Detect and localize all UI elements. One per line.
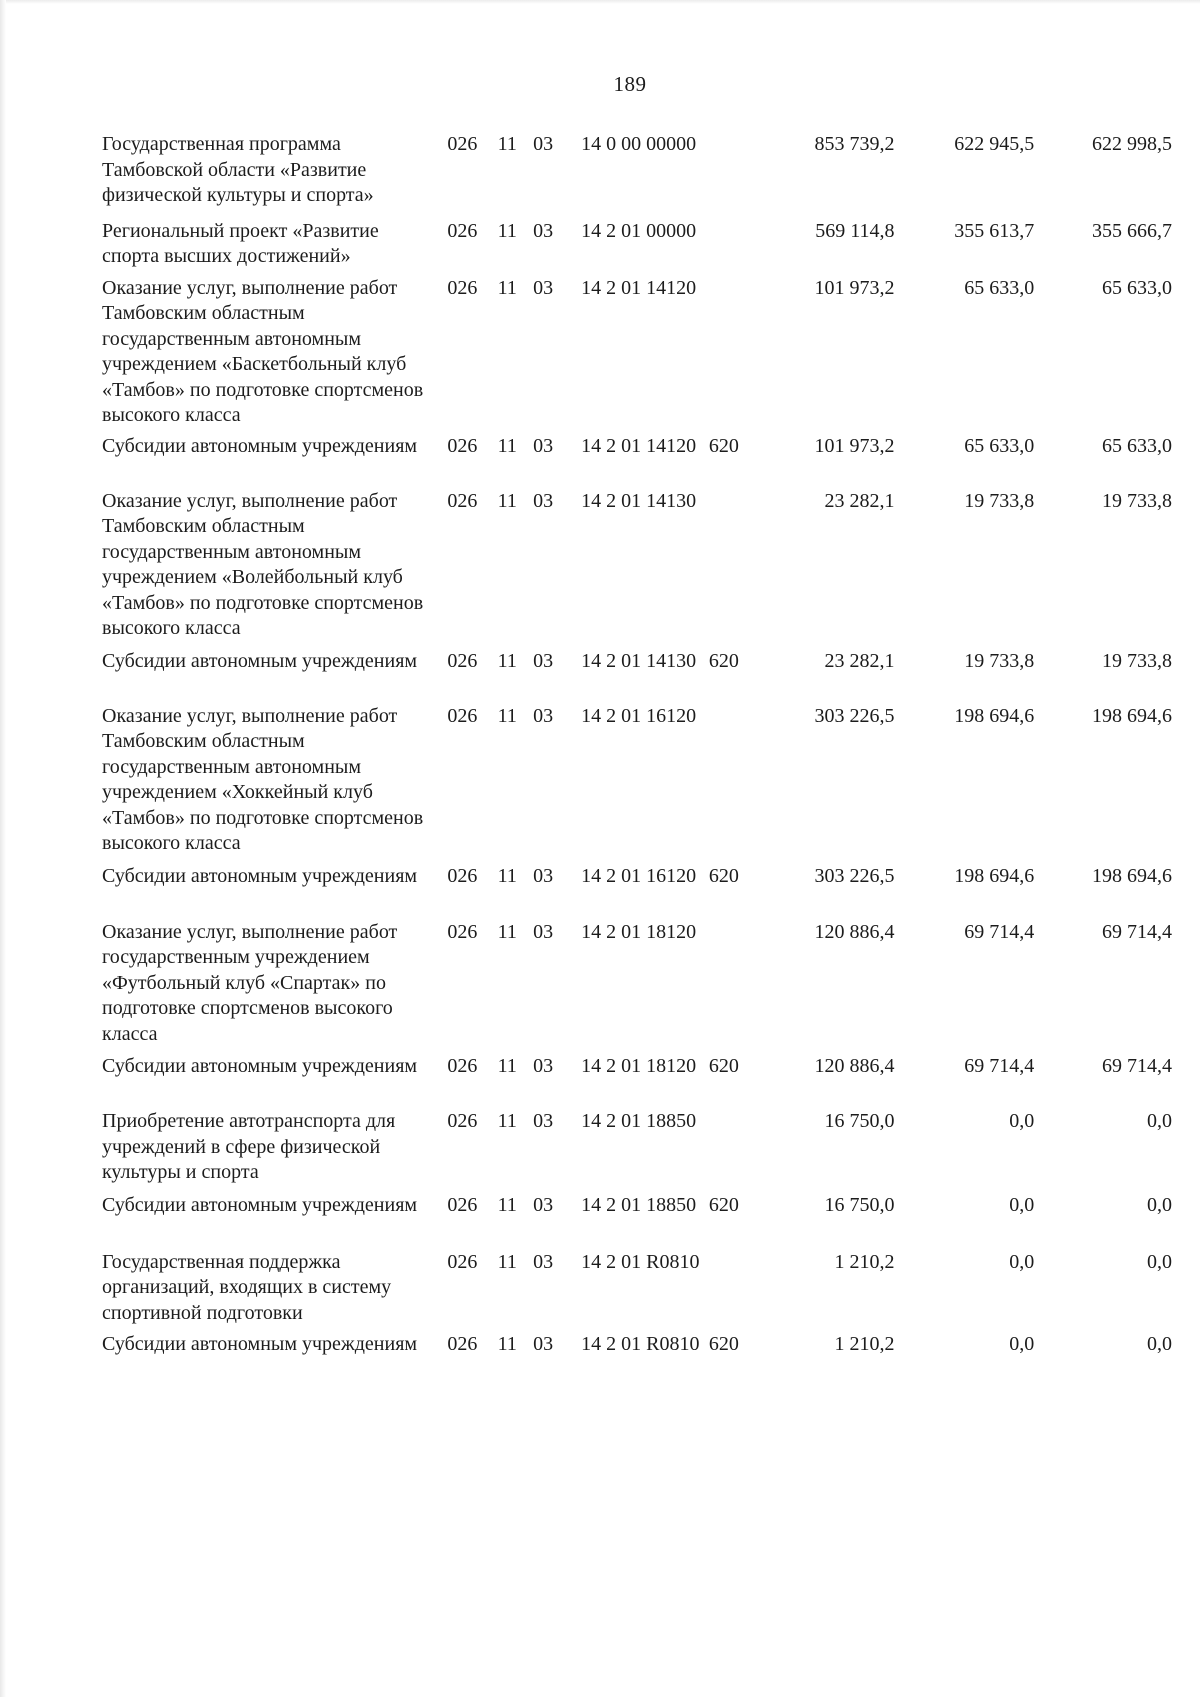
section-code: 11 xyxy=(497,489,517,512)
subsection-code: 03 xyxy=(533,1110,554,1132)
target-article-code: 14 2 01 14130 xyxy=(581,489,697,512)
amount-year-3: 19 733,8 xyxy=(1102,489,1172,512)
section-code: 11 xyxy=(497,434,517,457)
target-article-code: 14 0 00 00000 xyxy=(581,133,697,155)
amount-year-3: 198 694,6 xyxy=(1092,864,1172,887)
subsection-code: 03 xyxy=(533,704,554,727)
target-article-code: 14 2 01 R0810 xyxy=(581,1333,700,1355)
amount-year-1: 120 886,4 xyxy=(814,920,895,943)
department-code: 026 xyxy=(447,489,478,512)
department-code: 026 xyxy=(447,1055,478,1077)
table-row xyxy=(102,649,1172,700)
amount-year-2: 0,0 xyxy=(1009,1250,1035,1273)
department-code: 026 xyxy=(447,649,478,672)
subsection-code: 03 xyxy=(533,920,554,943)
amount-year-3: 69 714,4 xyxy=(1102,920,1172,943)
department-code: 026 xyxy=(447,920,478,943)
department-code: 026 xyxy=(447,1333,478,1355)
amount-year-3: 0,0 xyxy=(1147,1193,1172,1216)
target-article-code: 14 2 01 14130 xyxy=(581,649,697,672)
department-code: 026 xyxy=(447,219,478,242)
table-row xyxy=(102,276,1172,429)
table-row xyxy=(102,132,1172,209)
target-article-code: 14 2 01 00000 xyxy=(581,219,697,242)
amount-year-2: 198 694,6 xyxy=(954,704,1035,727)
target-article-code: 14 2 01 16120 xyxy=(581,864,697,887)
amount-year-3: 19 733,8 xyxy=(1102,649,1172,672)
table-row xyxy=(102,704,1172,857)
subsection-code: 03 xyxy=(533,1250,554,1273)
amount-year-1: 23 282,1 xyxy=(824,649,895,672)
amount-year-2: 69 714,4 xyxy=(964,1055,1035,1077)
table-row xyxy=(102,920,1172,1048)
expense-name: Субсидии автономным учреждениям xyxy=(102,649,418,672)
section-code: 11 xyxy=(497,1333,517,1355)
expense-type-code: 620 xyxy=(708,1055,739,1077)
subsection-code: 03 xyxy=(533,489,554,512)
subsection-code: 03 xyxy=(533,1055,554,1077)
table-row xyxy=(102,434,1172,485)
expense-type-code: 620 xyxy=(708,1193,739,1216)
department-code: 026 xyxy=(447,133,478,155)
expense-name: Оказание услуг, выполнение работ Тамбовским областным государственным автономным учреждением «Баскетбольный клуб «Тамбов» по подготовке спортсменов высокого класса xyxy=(102,276,424,426)
department-code: 026 xyxy=(447,1110,478,1132)
amount-year-1: 303 226,5 xyxy=(814,864,895,887)
expense-type-code: 620 xyxy=(708,649,739,672)
department-code: 026 xyxy=(447,434,478,457)
department-code: 026 xyxy=(447,276,478,299)
amount-year-1: 16 750,0 xyxy=(824,1193,895,1216)
amount-year-2: 0,0 xyxy=(1009,1110,1035,1132)
section-code: 11 xyxy=(497,276,517,299)
expense-name: Государственная поддержка организаций, входящих в систему спортивной подготовки xyxy=(102,1250,392,1324)
subsection-code: 03 xyxy=(533,1193,554,1216)
subsection-code: 03 xyxy=(533,649,554,672)
section-code: 11 xyxy=(497,920,517,943)
target-article-code: 14 2 01 18120 xyxy=(581,1055,697,1077)
page-number: 189 xyxy=(613,72,647,96)
amount-year-2: 69 714,4 xyxy=(964,920,1035,943)
amount-year-3: 622 998,5 xyxy=(1092,133,1172,155)
subsection-code: 03 xyxy=(533,1333,554,1355)
expense-name: Оказание услуг, выполнение работ государственным учреждением «Футбольный клуб «Спартак» по подготовке спортсменов высокого класса xyxy=(102,920,398,1045)
amount-year-1: 101 973,2 xyxy=(814,276,895,299)
amount-year-1: 101 973,2 xyxy=(814,434,895,457)
expense-name: Оказание услуг, выполнение работ Тамбовским областным государственным автономным учреждением «Волейбольный клуб «Тамбов» по подготовке спортсменов высокого класса xyxy=(102,489,424,639)
amount-year-1: 23 282,1 xyxy=(824,489,895,512)
subsection-code: 03 xyxy=(533,864,554,887)
table-row xyxy=(102,489,1172,642)
section-code: 11 xyxy=(497,1250,517,1273)
expense-name: Приобретение автотранспорта для учреждений в сфере физической культуры и спорта xyxy=(102,1110,396,1183)
table-row xyxy=(102,219,1172,270)
section-code: 11 xyxy=(497,133,517,155)
subsection-code: 03 xyxy=(533,133,554,155)
expense-type-code: 620 xyxy=(708,1333,739,1355)
expense-name: Субсидии автономным учреждениям xyxy=(102,864,418,887)
target-article-code: 14 2 01 16120 xyxy=(581,704,697,727)
budget-table xyxy=(102,132,1172,1383)
amount-year-1: 569 114,8 xyxy=(815,219,895,242)
amount-year-1: 120 886,4 xyxy=(814,1055,895,1077)
expense-name: Государственная программа Тамбовской области «Развитие физической культуры и спорта» xyxy=(102,133,374,206)
section-code: 11 xyxy=(497,1110,517,1132)
expense-name: Субсидии автономным учреждениям xyxy=(102,1193,418,1216)
amount-year-2: 65 633,0 xyxy=(964,434,1035,457)
amount-year-2: 0,0 xyxy=(1009,1333,1035,1355)
section-code: 11 xyxy=(497,704,517,727)
section-code: 11 xyxy=(497,864,517,887)
target-article-code: 14 2 01 14120 xyxy=(581,434,697,457)
amount-year-3: 65 633,0 xyxy=(1102,276,1172,299)
table-row xyxy=(102,1109,1172,1186)
table-row xyxy=(102,1250,1172,1327)
expense-name: Региональный проект «Развитие спорта высших достижений» xyxy=(102,219,379,267)
amount-year-3: 198 694,6 xyxy=(1092,704,1172,727)
section-code: 11 xyxy=(497,219,517,242)
department-code: 026 xyxy=(447,864,478,887)
target-article-code: 14 2 01 18850 xyxy=(581,1193,697,1216)
amount-year-2: 198 694,6 xyxy=(954,864,1035,887)
amount-year-3: 0,0 xyxy=(1147,1333,1172,1355)
amount-year-1: 16 750,0 xyxy=(824,1110,895,1132)
table-row xyxy=(102,1332,1172,1383)
amount-year-3: 65 633,0 xyxy=(1102,434,1172,457)
amount-year-2: 19 733,8 xyxy=(964,649,1035,672)
expense-name: Субсидии автономным учреждениям xyxy=(102,1055,418,1077)
department-code: 026 xyxy=(447,1193,478,1216)
expense-name: Субсидии автономным учреждениям xyxy=(102,1333,418,1355)
subsection-code: 03 xyxy=(533,276,554,299)
expense-name: Субсидии автономным учреждениям xyxy=(102,434,418,457)
subsection-code: 03 xyxy=(533,434,554,457)
target-article-code: 14 2 01 R0810 xyxy=(581,1250,700,1273)
subsection-code: 03 xyxy=(533,219,554,242)
amount-year-2: 0,0 xyxy=(1009,1193,1035,1216)
table-row xyxy=(102,1193,1172,1244)
section-code: 11 xyxy=(497,1193,517,1216)
amount-year-1: 853 739,2 xyxy=(814,133,895,155)
expense-type-code: 620 xyxy=(708,434,739,457)
amount-year-2: 19 733,8 xyxy=(964,489,1035,512)
table-row xyxy=(102,1054,1172,1105)
scan-shadow-top xyxy=(0,0,1200,4)
expense-name: Оказание услуг, выполнение работ Тамбовским областным государственным автономным учреждением «Хоккейный клуб «Тамбов» по подготовке спортсменов высокого класса xyxy=(102,704,424,854)
amount-year-1: 1 210,2 xyxy=(834,1250,895,1273)
amount-year-3: 0,0 xyxy=(1147,1110,1172,1132)
amount-year-3: 69 714,4 xyxy=(1102,1055,1172,1077)
target-article-code: 14 2 01 18850 xyxy=(581,1110,697,1132)
amount-year-3: 0,0 xyxy=(1147,1250,1172,1273)
section-code: 11 xyxy=(497,649,517,672)
amount-year-1: 1 210,2 xyxy=(834,1333,895,1355)
scan-shadow-left xyxy=(0,0,6,1697)
target-article-code: 14 2 01 14120 xyxy=(581,276,697,299)
amount-year-2: 622 945,5 xyxy=(954,133,1035,155)
amount-year-2: 65 633,0 xyxy=(964,276,1035,299)
amount-year-2: 355 613,7 xyxy=(954,219,1035,242)
department-code: 026 xyxy=(447,1250,478,1273)
section-code: 11 xyxy=(497,1055,517,1077)
expense-type-code: 620 xyxy=(708,864,739,887)
department-code: 026 xyxy=(447,704,478,727)
table-row xyxy=(102,864,1172,915)
target-article-code: 14 2 01 18120 xyxy=(581,920,697,943)
amount-year-1: 303 226,5 xyxy=(814,704,895,727)
amount-year-3: 355 666,7 xyxy=(1092,219,1172,242)
